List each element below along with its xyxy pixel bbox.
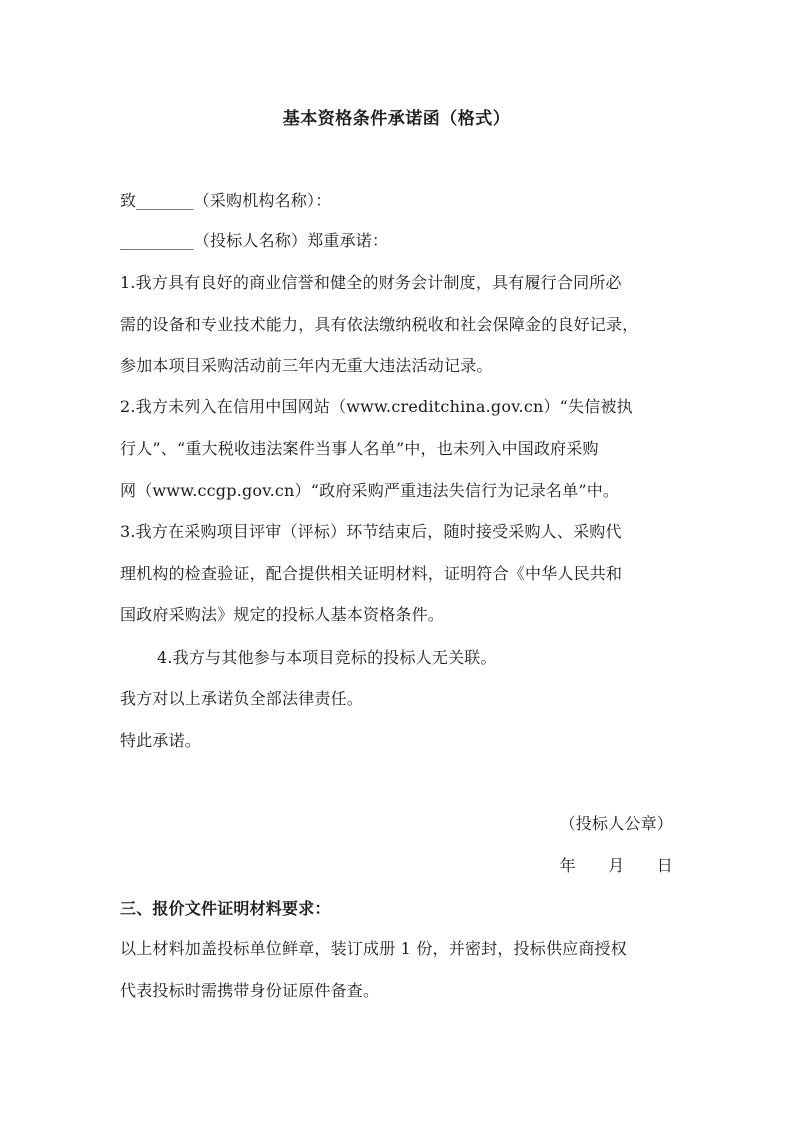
paragraph-line: 我方对以上承诺负全部法律责任。 (120, 689, 364, 708)
section-line: 代表投标时需携带身份证原件备查。 (120, 981, 380, 1000)
section-heading: 三、报价文件证明材料要求： (120, 899, 331, 918)
paragraph-line: 3.我方在采购项目评审（评标）环节结束后，随时接受采购人、采购代 (120, 522, 622, 541)
seal-line: （投标人公章） (559, 814, 673, 833)
paragraph-line: 行人”、“重大税收违法案件当事人名单”中，也未列入中国政府采购 (120, 439, 599, 458)
paragraph-line: 1.我方具有良好的商业信誉和健全的财务会计制度，具有履行合同所必 (120, 273, 622, 292)
bidder-line: _________（投标人名称）郑重承诺： (120, 231, 389, 250)
paragraph-line: 理机构的检查验证，配合提供相关证明材料，证明符合《中华人民共和 (120, 564, 623, 583)
paragraph-line: 网（www.ccgp.gov.cn）“政府采购严重违法失信行为记录名单”中。 (120, 481, 620, 500)
document-title: 基本资格条件承诺函（格式） (282, 109, 511, 129)
paragraph-line: 国政府采购法》规定的投标人基本资格条件。 (120, 605, 445, 624)
paragraph-line: 需的设备和专业技术能力，具有依法缴纳税收和社会保障金的良好记录， (120, 315, 639, 334)
section-line: 以上材料加盖投标单位鲜章，装订成册 1 份，并密封，投标供应商授权 (120, 939, 627, 958)
addressee-line: 致_______（采购机构名称）： (120, 191, 332, 210)
paragraph-line: 2.我方未列入在信用中国网站（www.creditchina.gov.cn）“失信被执 (120, 397, 633, 416)
paragraph-line: 4.我方与其他参与本项目竞标的投标人无关联。 (157, 648, 497, 667)
date-line: 年 月 日 (559, 856, 673, 875)
paragraph-line: 特此承诺。 (120, 731, 202, 750)
paragraph-line: 参加本项目采购活动前三年内无重大违法活动记录。 (120, 356, 493, 375)
